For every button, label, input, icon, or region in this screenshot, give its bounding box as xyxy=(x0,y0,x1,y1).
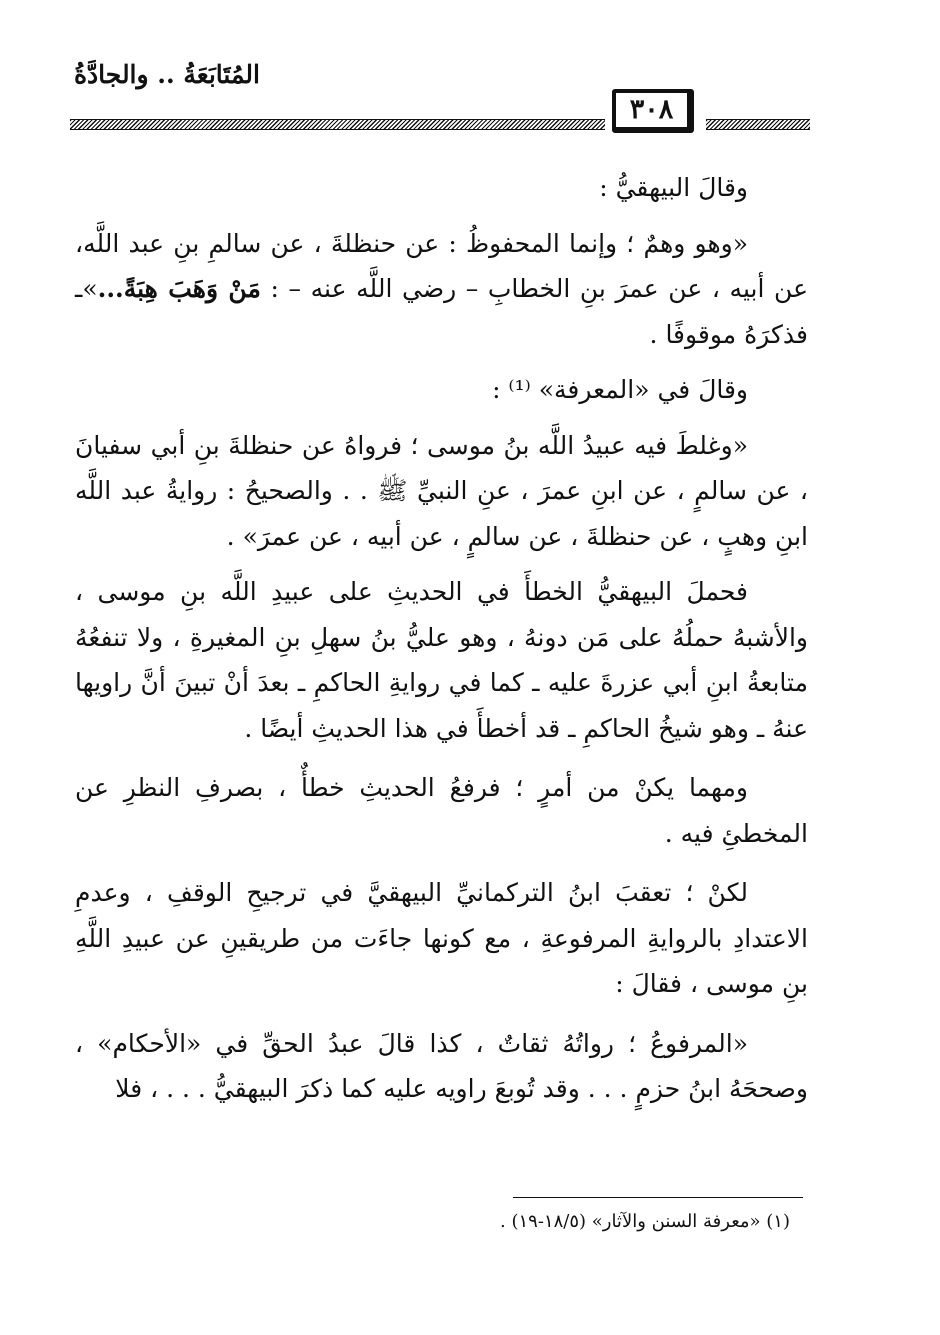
main-text xyxy=(75,165,808,1112)
paragraph-3: وقالَ في «المعرفة» ⁽¹⁾ : xyxy=(492,375,748,404)
paragraph-2-end: »ـ فذكرَهُ موقوفًا . xyxy=(75,274,808,349)
paragraph-2-text: «وهو وهمٌ ؛ وإنما المحفوظُ : عن حنظلةَ ، عن سالمِ بنِ عبد اللَّه، عن أبيه ، عن عمرَ بنِ الخطابِ – رضي اللَّه عنه – : xyxy=(75,228,808,303)
paragraph-6: ومهما يكنْ من أمرٍ ؛ فرفعُ الحديثِ خطأٌ ، بصرفِ النظرِ عن المخطئِ فيه . xyxy=(75,773,808,848)
header-rule-left xyxy=(70,119,605,130)
paragraph-5: فحملَ البيهقيُّ الخطأَ في الحديثِ على عبيدِ اللَّه بنِ موسى ، والأشبهُ حملُهُ على مَن دونهُ ، وهو عليُّ بنُ سهلِ بنِ المغيرةِ ، ولا تنفعُهُ متابعةُ ابنِ أبي عزرةَ عليه ـ كما في روايةِ الحاكمِ ـ بعدَ أنْ تبينَ أنَّ راويها عنهُ ـ وهو شيخُ الحاكمِ ـ قد أخطأَ في هذا الحديثِ أيضًا . xyxy=(75,577,808,743)
paragraph-8: «المرفوعُ ؛ رواتُهُ ثقاتٌ ، كذا قالَ عبدُ الحقِّ في «الأحكام» ، وصححَهُ ابنُ حزمٍ . . . وقد تُوبعَ راويه عليه كما ذكرَ البيهقيُّ . . . ، فلا xyxy=(75,1028,808,1103)
paragraph-4: «وغلطَ فيه عبيدُ اللَّه بنُ موسى ؛ فرواهُ عن حنظلةَ بنِ أبي سفيانَ ، عن سالمٍ ، عن ابنِ عمرَ ، عنِ النبيِّ ﷺ . . والصحيحُ : روايةُ عبد اللَّه ابنِ وهبٍ ، عن حنظلةَ ، عن سالمٍ ، عن أبيه ، عن عمرَ» . xyxy=(75,430,808,551)
paragraph-1: وقالَ البيهقيُّ : xyxy=(599,173,748,202)
paragraph-7: لكنْ ؛ تعقبَ ابنُ التركمانيِّ البيهقيَّ في ترجيحِ الوقفِ ، وعدمِ الاعتدادِ بالروايةِ المرفوعةِ ، مع كونها جاءَت من طريقينِ عن عبيدِ اللَّهِ بنِ موسى ، فقالَ : xyxy=(75,878,808,998)
footnote-rule xyxy=(513,1197,803,1198)
page-number: ٣٠٨ xyxy=(612,89,694,133)
paragraph-2 xyxy=(75,221,808,358)
running-title: المُتَابَعَةُ .. والجادَّةُ xyxy=(73,60,260,89)
paragraph-2-emphasis: مَنْ وَهَبَ هِبَةً... xyxy=(97,274,261,303)
footnote: (١) «معرفة السنن والآثار» (١٨/٥-١٩) . xyxy=(500,1211,790,1232)
header-rule-right xyxy=(706,119,810,130)
